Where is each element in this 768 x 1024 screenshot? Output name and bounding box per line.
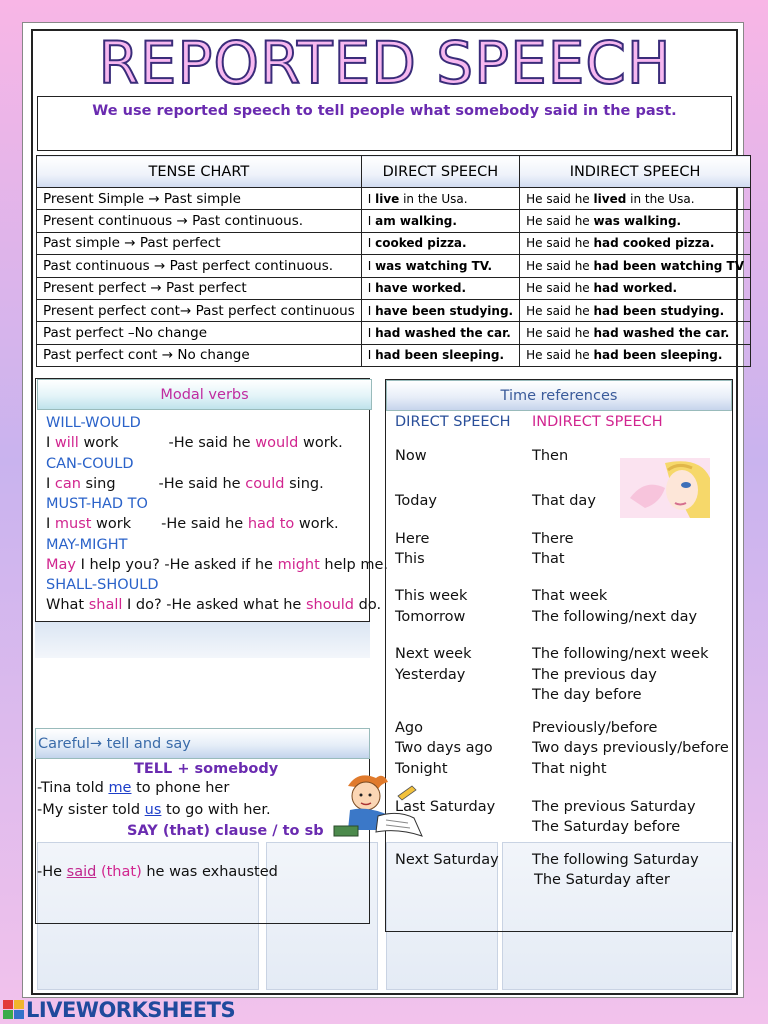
intro-text: We use reported speech to tell people what somebody said in the past. xyxy=(37,96,732,151)
time-direct-item: Tonight xyxy=(395,761,448,777)
tell-say-header: Careful→ tell and say xyxy=(35,728,370,759)
time-indirect-item: The following/next day xyxy=(532,609,698,625)
tense-table-header xyxy=(37,156,751,188)
tense-cell: Past perfect –No change xyxy=(37,322,362,344)
direct-cell: I cooked pizza. xyxy=(361,232,519,254)
time-direct-item: Now xyxy=(395,448,427,464)
direct-cell: I live in the Usa. xyxy=(361,188,519,210)
modal-pair-heading: MAY-MIGHT xyxy=(46,536,128,553)
modal-pair-heading: WILL-WOULD xyxy=(46,415,141,431)
modal-example-line: What shall I do? -He asked what he should do. xyxy=(46,597,382,613)
tense-cell: Present perfect → Past perfect xyxy=(37,277,362,299)
time-indirect-item: Then xyxy=(532,448,569,464)
modal-pair-heading: CAN-COULD xyxy=(46,455,134,472)
time-direct-item: Tomorrow xyxy=(395,609,466,625)
tense-table-row xyxy=(37,322,751,344)
indirect-cell: He said he had been studying. xyxy=(520,299,751,321)
tense-cell: Present Simple → Past simple xyxy=(37,188,362,210)
tell-example-2: -My sister told us to go with her. xyxy=(37,802,271,818)
modal-example-line: I can sing -He said he could sing. xyxy=(46,475,324,492)
direct-cell: I had been sleeping. xyxy=(361,344,519,366)
direct-cell: I have worked. xyxy=(361,277,519,299)
time-indirect-item: That night xyxy=(532,761,607,777)
time-indirect-item: Previously/before xyxy=(532,720,658,736)
time-indirect-item: The following Saturday xyxy=(532,852,699,868)
direct-cell: I have been studying. xyxy=(361,299,519,321)
time-direct-item: This week xyxy=(395,588,468,604)
time-direct-item: Today xyxy=(395,493,437,509)
tense-table-row xyxy=(37,255,751,277)
say-example: -He said (that) he was exhausted xyxy=(37,864,278,880)
liveworksheets-logo-icon xyxy=(2,999,26,1021)
time-direct-item: Next week xyxy=(395,646,472,662)
header-direct-speech: DIRECT SPEECH xyxy=(361,156,519,188)
modal-pair-heading: MUST-HAD TO xyxy=(46,496,148,512)
girl-face-illustration xyxy=(620,458,710,518)
footer-brand-text: LIVEWORKSHEETS xyxy=(26,998,236,1022)
indirect-cell: He said he lived in the Usa. xyxy=(520,188,751,210)
direct-cell: I had washed the car. xyxy=(361,322,519,344)
time-direct-item: Next Saturday xyxy=(395,852,499,868)
direct-cell: I am walking. xyxy=(361,210,519,232)
boy-reading-illustration xyxy=(328,768,434,844)
time-indirect-item: The previous Saturday xyxy=(532,799,696,815)
time-direct-item: Ago xyxy=(395,720,423,736)
time-col-indirect: INDIRECT SPEECH xyxy=(532,414,663,430)
tense-table-row xyxy=(37,232,751,254)
modal-footer-bar xyxy=(35,622,370,658)
tense-cell: Past perfect cont → No change xyxy=(37,344,362,366)
footer-brand xyxy=(2,998,235,1022)
tense-cell: Past simple → Past perfect xyxy=(37,232,362,254)
tense-cell: Present continuous → Past continuous. xyxy=(37,210,362,232)
time-direct-item: Yesterday xyxy=(395,667,466,683)
modal-example-line: I must work -He said he had to work. xyxy=(46,516,339,532)
time-indirect-item: Two days previously/before xyxy=(532,740,729,756)
time-direct-item: Last Saturday xyxy=(395,799,496,815)
tense-table-row xyxy=(37,277,751,299)
tense-table-row xyxy=(37,299,751,321)
tell-heading: TELL + somebody xyxy=(134,761,279,777)
page-title: REPORTED SPEECH xyxy=(98,29,672,97)
tense-table-row xyxy=(37,344,751,366)
time-indirect-item: The Saturday after xyxy=(534,872,670,888)
indirect-cell: He said he had washed the car. xyxy=(520,322,751,344)
time-indirect-item: There xyxy=(532,531,574,547)
time-indirect-item: That week xyxy=(532,588,608,604)
tense-cell: Past continuous → Past perfect continuous. xyxy=(37,255,362,277)
tense-table-row xyxy=(37,210,751,232)
indirect-cell: He said he had cooked pizza. xyxy=(520,232,751,254)
time-indirect-item: The following/next week xyxy=(532,646,709,662)
tense-chart-table xyxy=(36,155,751,367)
time-direct-item: Here xyxy=(395,531,430,547)
tense-table-row xyxy=(37,188,751,210)
time-indirect-item: That day xyxy=(532,493,596,509)
modal-pair-heading: SHALL-SHOULD xyxy=(46,577,159,593)
say-heading: SAY (that) clause / to sb xyxy=(127,823,324,839)
time-indirect-item: The Saturday before xyxy=(532,819,681,835)
time-col-direct: DIRECT SPEECH xyxy=(395,414,511,430)
direct-cell: I was watching TV. xyxy=(361,255,519,277)
modal-example-line: I will work -He said he would work. xyxy=(46,435,343,451)
time-direct-item: This xyxy=(395,551,425,567)
tense-cell: Present perfect cont→ Past perfect continuous xyxy=(37,299,362,321)
indirect-cell: He said he had been sleeping. xyxy=(520,344,751,366)
time-indirect-item: That xyxy=(532,551,565,567)
time-references-header: Time references xyxy=(386,380,732,411)
header-tense-chart: TENSE CHART xyxy=(37,156,362,188)
time-indirect-item: The day before xyxy=(532,687,642,703)
indirect-cell: He said he had worked. xyxy=(520,277,751,299)
time-direct-item: Two days ago xyxy=(395,740,493,756)
time-indirect-item: The previous day xyxy=(532,667,657,683)
header-indirect-speech: INDIRECT SPEECH xyxy=(520,156,751,188)
modal-example-line: May I help you? -He asked if he might help me. xyxy=(46,556,389,573)
indirect-cell: He said he was walking. xyxy=(520,210,751,232)
tell-example-1: -Tina told me to phone her xyxy=(37,780,230,796)
modal-verbs-header: Modal verbs xyxy=(37,379,372,410)
indirect-cell: He said he had been watching TV xyxy=(520,255,751,277)
